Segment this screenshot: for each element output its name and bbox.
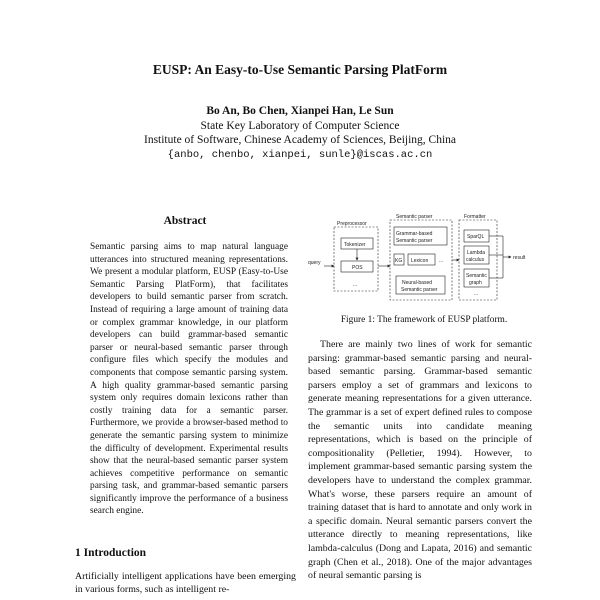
query-label: query bbox=[308, 260, 321, 266]
semgraph-label-1: Semantic bbox=[466, 273, 487, 279]
tokenizer-label: Tokenizer bbox=[344, 242, 366, 248]
author-emails: {anbo, chenbo, xianpei, sunle}@iscas.ac.cn bbox=[167, 149, 433, 161]
author-list: Bo An, Bo Chen, Xianpei Han, Le Sun bbox=[206, 105, 394, 117]
grammar-parser-label-1: Grammar-based bbox=[396, 231, 433, 237]
preprocessor-label: Preprocessor bbox=[337, 221, 367, 227]
right-column-body bbox=[308, 338, 532, 583]
grammar-parser-label-2: Semantic parser bbox=[396, 238, 433, 244]
result-label: result bbox=[513, 255, 526, 261]
formatter-ellipsis: ... bbox=[474, 291, 479, 297]
preprocessor-ellipsis: ... bbox=[353, 282, 358, 288]
framework-figure bbox=[308, 213, 540, 303]
affiliation-line-2: Institute of Software, Chinese Academy of Sciences, Beijing, China bbox=[143, 134, 457, 146]
figure-caption: Figure 1: The framework of EUSP platform. bbox=[340, 315, 508, 325]
semgraph-label-2: graph bbox=[469, 280, 482, 286]
paper-title: EUSP: An Easy-to-Use Semantic Parsing PlatForm bbox=[152, 62, 448, 77]
introduction-body: Artificially intelligent applications have been emerging in various forms, such as intelligent re- bbox=[75, 571, 296, 595]
lambda-label-2: calculus bbox=[466, 257, 485, 263]
abstract-text: Semantic parsing aims to map natural language utterances into structured meaning representations. We present a modular platform, EUSP (Easy-to-Use Semantic Parsing PlatForm), that facilitates developers to build semantic parser from scratch. Instead of requiring a large amount of training data or complex grammar knowledge, in our platform developers can build grammar-based semantic parser or neural-based semantic parser through configure files which specify the modules and components that compose semantic parsing system. A high quality grammar-based semantic parsing system only requires domain lexicons rather than costly training data for a semantic parser. Furthermore, we provide a browser-based method to generate the semantic parsing system to minimize the difficulty of development. Experimental results show that the neural-based semantic parser system achieves competitive performance on semantic parsing task, and grammar-based semantic parsers significantly improve the performance of a business search engine. bbox=[90, 242, 288, 517]
affiliation-line-1: State Key Laboratory of Computer Science bbox=[200, 120, 400, 132]
neural-parser-label-1: Neural-based bbox=[402, 280, 433, 286]
semantic-parser-ellipsis: ... bbox=[439, 258, 444, 264]
neural-parser-label-2: Semantic parser bbox=[401, 287, 438, 293]
lambda-label-1: Lambda bbox=[467, 250, 486, 256]
abstract-heading: Abstract bbox=[163, 215, 207, 227]
pos-label: POS bbox=[352, 265, 363, 271]
kg-label: KG bbox=[395, 258, 403, 264]
lexicon-label: Lexicon bbox=[411, 258, 429, 264]
semantic-parser-label: Semantic parser bbox=[396, 214, 433, 220]
formatter-label: Formatter bbox=[464, 214, 486, 220]
abstract-body bbox=[90, 241, 288, 518]
right-column-text: There are mainly two lines of work for semantic parsing: grammar-based semantic parsing and neural-based semantic parsing. Grammar-based semantic parsers employ a set of grammars and lexicons to generate meaning representations for a given utterance. The grammar is a set of expert defined rules to compose the semantic units into candidate meaning representations, which is based on the principle of compositionality (Pelletier, 1994). However, to implement grammar-based semantic parsing system the developers have to understand the complex grammar. What's worse, these parsers require an amount of training dataset that is hard to annotate and only work in a specific domain. Neural semantic parsers convert the utterance directly to meaning representations, like lambda-calculus (Dong and Lapata, 2016) and semantic graph (Chen et al., 2018). One of the major advantages of neural semantic parsing is bbox=[308, 339, 532, 582]
sparql-label: SparQL bbox=[467, 234, 485, 240]
introduction-heading: 1 Introduction bbox=[75, 547, 147, 559]
